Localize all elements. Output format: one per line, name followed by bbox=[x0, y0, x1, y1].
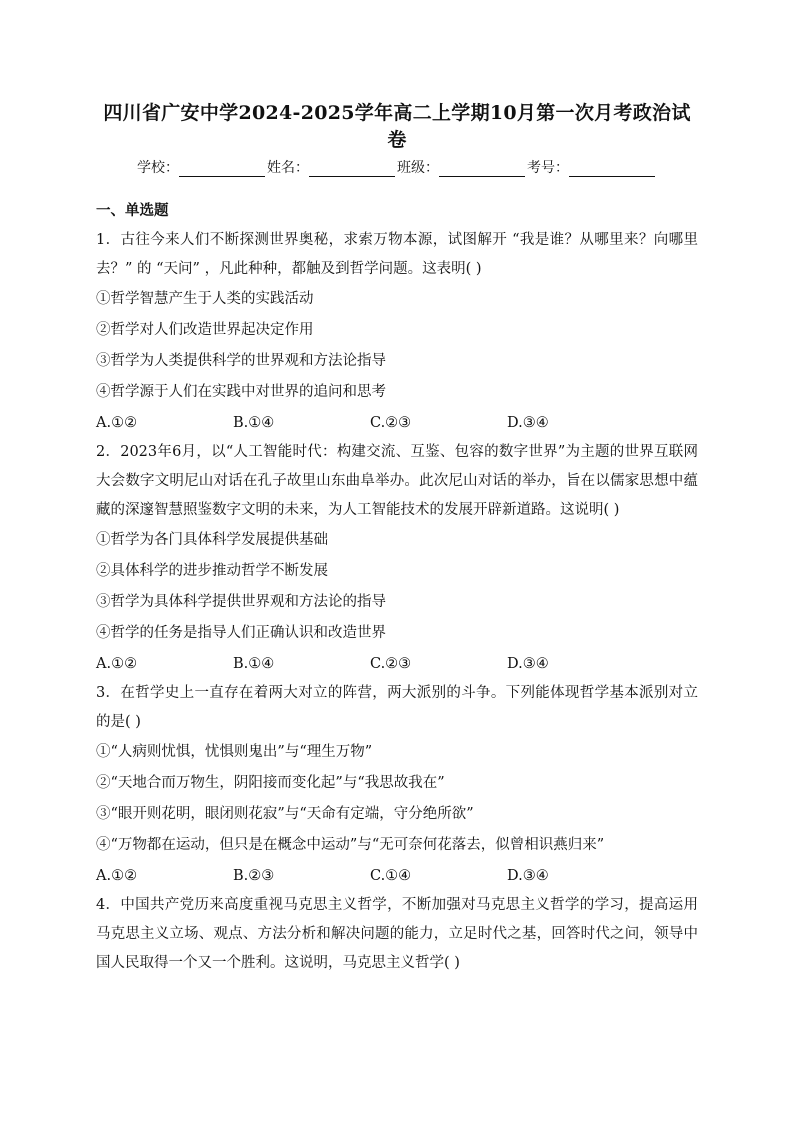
question-3-choice-d: D.③④ bbox=[507, 868, 549, 884]
class-label: 班级： bbox=[397, 160, 439, 176]
question-2-choice-c: C.②③ bbox=[370, 656, 412, 672]
question-1-option-4: ④哲学源于人们在实践中对世界的追问和思考 bbox=[96, 384, 386, 400]
question-1-choice-b: B.①④ bbox=[233, 415, 275, 431]
question-4-stem: 4．中国共产党历来高度重视马克思主义哲学，不断加强对马克思主义哲学的学习，提高运用马克思主义立场、观点、方法分析和解决问题的能力，立足时代之基，回答时代之问，领导中国人民取得一个又一个胜利。这说明，马克思主义哲学( ) bbox=[96, 897, 698, 971]
question-3 bbox=[96, 679, 698, 891]
question-2-option-2: ②具体科学的进步推动哲学不断发展 bbox=[96, 563, 328, 579]
class-field bbox=[397, 157, 527, 177]
question-3-choices bbox=[96, 861, 698, 891]
question-2-option-3: ③哲学为具体科学提供世界观和方法论的指导 bbox=[96, 594, 386, 610]
section-title: 一、单选题 bbox=[96, 203, 169, 219]
question-2 bbox=[96, 438, 698, 679]
question-2-stem: 2．2023年6月，以“人工智能时代：构建交流、互鉴、包容的数字世界”为主题的世界互联网大会数字文明尼山对话在孔子故里山东曲阜举办。此次尼山对话的举办，旨在以儒家思想中蕴藏的深邃智慧照鉴数字文明的未来，为人工智能技术的发展开辟新道路。这说明( ) bbox=[96, 444, 698, 518]
question-1 bbox=[96, 226, 698, 438]
question-1-choices bbox=[96, 408, 698, 438]
question-2-choice-d: D.③④ bbox=[507, 656, 549, 672]
question-4 bbox=[96, 891, 698, 978]
question-3-option-4: ④“万物都在运动，但只是在概念中运动”与“无可奈何花落去，似曾相识燕归来” bbox=[96, 837, 605, 853]
question-2-choice-a: A.①② bbox=[96, 656, 138, 672]
question-3-stem: 3．在哲学史上一直存在着两大对立的阵营，两大派别的斗争。下列能体现哲学基本派别对立的是( ) bbox=[96, 685, 698, 730]
exam-number-field bbox=[527, 157, 657, 177]
question-1-stem: 1．古往今来人们不断探测世界奥秘，求索万物本源，试图解开 “我是谁？从哪里来？向哪里去？” 的 “天问” ，凡此种种，都触及到哲学问题。这表明( ) bbox=[96, 232, 698, 277]
question-1-option-3: ③哲学为人类提供科学的世界观和方法论指导 bbox=[96, 353, 386, 369]
exam-number-label: 考号： bbox=[527, 160, 569, 176]
question-2-option-1: ①哲学为各门具体科学发展提供基础 bbox=[96, 532, 328, 548]
question-3-option-1: ①“人病则忧惧，忧惧则鬼出”与“理生万物” bbox=[96, 744, 373, 760]
question-1-choice-c: C.②③ bbox=[370, 415, 412, 431]
question-1-option-2: ②哲学对人们改造世界起决定作用 bbox=[96, 322, 314, 338]
name-blank bbox=[309, 161, 395, 177]
question-3-choice-a: A.①② bbox=[96, 868, 138, 884]
question-2-choice-b: B.①④ bbox=[233, 656, 275, 672]
question-3-option-2: ②“天地合而万物生，阴阳接而变化起”与“我思故我在” bbox=[96, 775, 445, 791]
question-2-choices bbox=[96, 649, 698, 679]
class-blank bbox=[439, 161, 525, 177]
exam-title: 四川省广安中学2024-2025学年高二上学期10月第一次月考政治试卷 bbox=[103, 102, 691, 151]
school-label: 学校： bbox=[137, 160, 179, 176]
student-info-row bbox=[96, 157, 698, 177]
question-1-choice-d: D.③④ bbox=[507, 415, 549, 431]
name-field bbox=[267, 157, 397, 177]
exam-number-blank bbox=[569, 161, 655, 177]
school-field bbox=[137, 157, 267, 177]
question-3-option-3: ③“眼开则花明，眼闭则花寂”与“天命有定端，守分绝所欲” bbox=[96, 806, 474, 822]
question-3-choice-b: B.②③ bbox=[233, 868, 275, 884]
question-2-option-4: ④哲学的任务是指导人们正确认识和改造世界 bbox=[96, 625, 386, 641]
school-blank bbox=[179, 161, 265, 177]
name-label: 姓名： bbox=[267, 160, 309, 176]
question-1-choice-a: A.①② bbox=[96, 415, 138, 431]
question-1-option-1: ①哲学智慧产生于人类的实践活动 bbox=[96, 291, 314, 307]
question-3-choice-c: C.①④ bbox=[370, 868, 412, 884]
